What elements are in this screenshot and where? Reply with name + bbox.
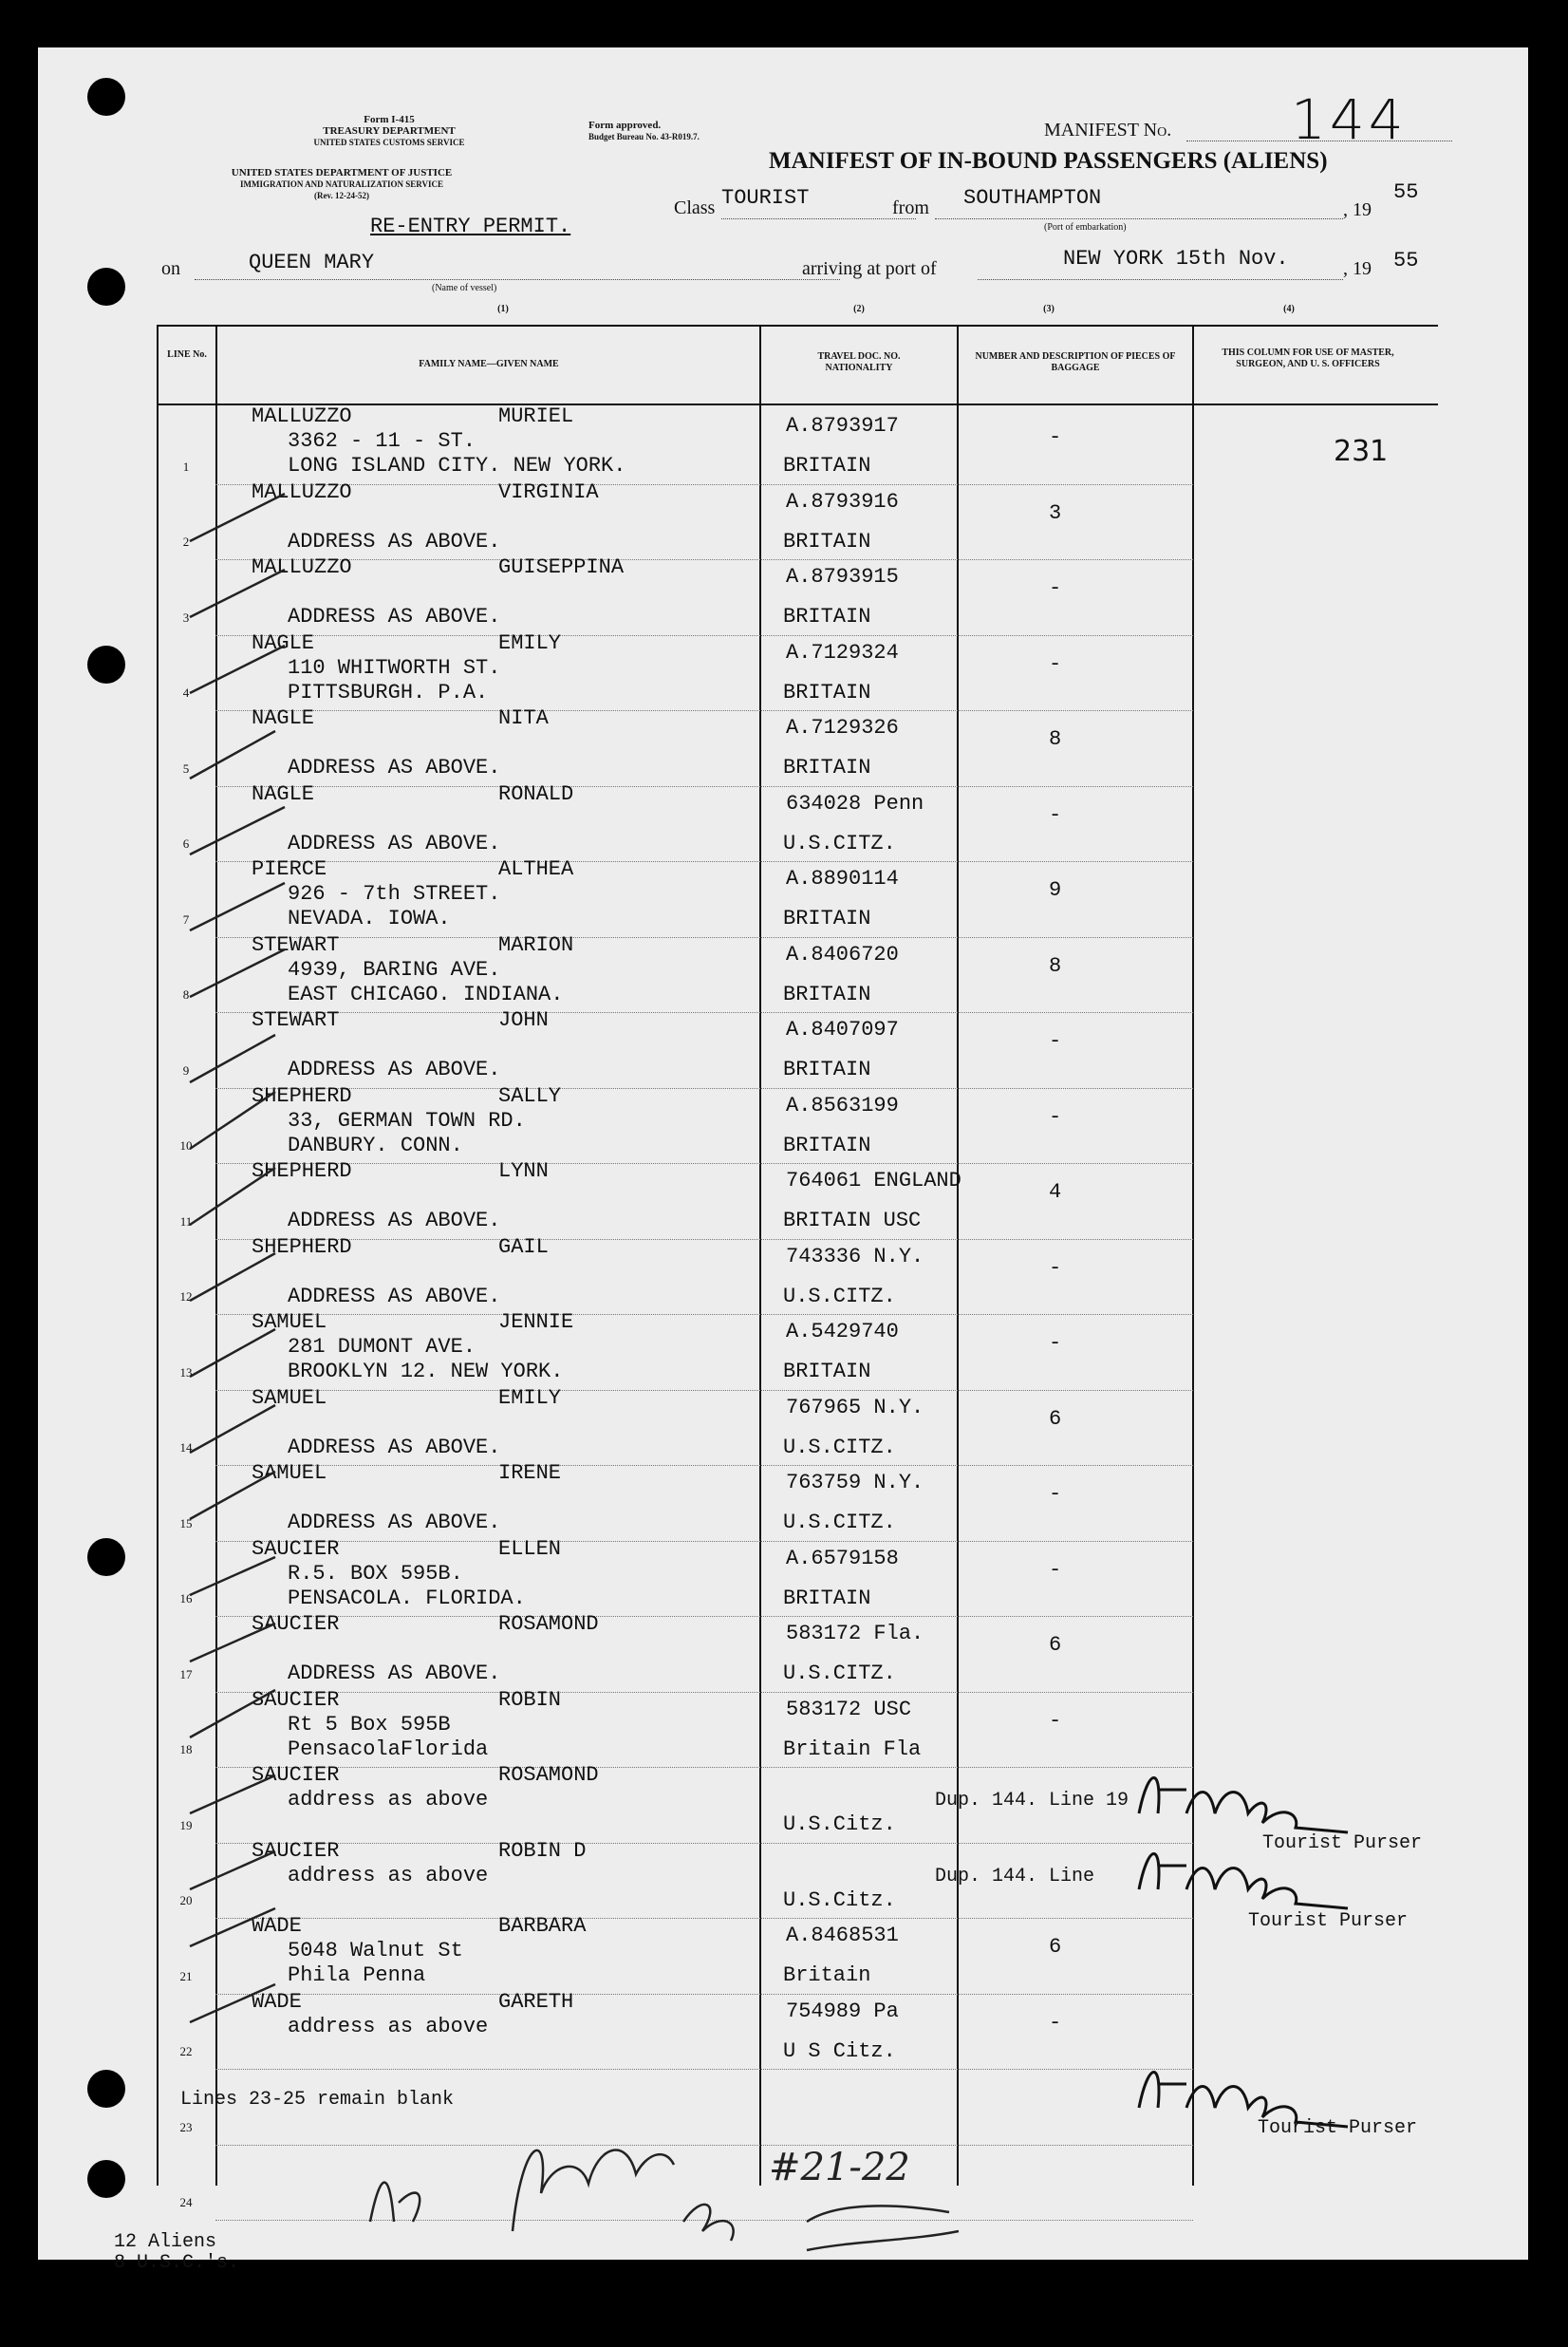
- header-travel-doc: TRAVEL DOC. NO. NATIONALITY: [817, 351, 901, 373]
- inspector-signatures: [361, 2079, 1082, 2279]
- given-name: JOHN: [498, 1008, 549, 1032]
- address-line-1: 110 WHITWORTH ST.: [288, 655, 501, 680]
- line-number: 19: [179, 1817, 193, 1832]
- line-number: 7: [182, 911, 190, 927]
- budget-bureau: Budget Bureau No. 43-R019.7.: [588, 132, 700, 141]
- header-baggage: NUMBER AND DESCRIPTION OF PIECES OF BAGGAGE: [975, 351, 1176, 373]
- given-name: NITA: [498, 706, 549, 730]
- baggage: 6: [1049, 1406, 1062, 1431]
- family-name: MALLUZZO: [252, 555, 352, 579]
- line-number: 3: [182, 610, 190, 625]
- travel-doc-number: 743336 N.Y.: [786, 1244, 924, 1268]
- baggage: -: [1049, 1255, 1062, 1280]
- travel-doc-number: 764061 ENGLAND: [786, 1169, 961, 1192]
- header-officers: THIS COLUMN FOR USE OF MASTER, SURGEON, AND U. S. OFFICERS: [1222, 347, 1394, 369]
- address-line-2: ADDRESS AS ABOVE.: [288, 1662, 501, 1685]
- line-number: 22: [179, 2044, 193, 2058]
- travel-doc-number: A.8563199: [786, 1093, 899, 1117]
- baggage: -: [1049, 576, 1062, 600]
- line-number: 4: [182, 685, 190, 700]
- travel-doc-number: 754989 Pa: [786, 1999, 899, 2023]
- dup-note-20: Dup. 144. Line: [935, 1866, 1095, 1887]
- blank-lines-note: Lines 23-25 remain blank: [180, 2089, 455, 2111]
- arrival-port: NEW YORK 15th Nov.: [1063, 247, 1289, 271]
- nationality: U S Citz.: [783, 2038, 896, 2063]
- baggage: -: [1049, 1557, 1062, 1582]
- line-number: 13: [179, 1364, 193, 1380]
- customs-service: UNITED STATES CUSTOMS SERVICE: [313, 138, 465, 147]
- given-name: ROSAMOND: [498, 1763, 599, 1787]
- address-line-1: 3362 - 11 - ST.: [288, 429, 476, 453]
- family-name: SAUCIER: [252, 1536, 340, 1561]
- family-name: NAGLE: [252, 781, 315, 806]
- address-line-2: BROOKLYN 12. NEW YORK.: [288, 1360, 564, 1383]
- travel-doc-number: A.8793917: [786, 414, 899, 438]
- given-name: GAIL: [498, 1234, 549, 1259]
- purser-label-2: Tourist Purser: [1248, 1910, 1409, 1932]
- baggage: 8: [1049, 727, 1062, 751]
- travel-doc-number: A.8793916: [786, 489, 899, 514]
- baggage: -: [1049, 1708, 1062, 1733]
- line-number: 6: [182, 836, 190, 851]
- given-name: ELLEN: [498, 1536, 562, 1561]
- family-name: STEWART: [252, 932, 340, 957]
- on-label: on: [161, 258, 180, 279]
- col-num-4: (4): [1283, 304, 1295, 314]
- col-num-2: (2): [853, 304, 865, 314]
- given-name: JENNIE: [498, 1310, 574, 1334]
- nationality: BRITAIN: [783, 680, 871, 704]
- given-name: ALTHEA: [498, 857, 574, 881]
- nationality: BRITAIN: [783, 907, 871, 930]
- line-number: 5: [182, 760, 190, 776]
- arriving-label: arriving at port of: [802, 258, 937, 279]
- totals-aliens: 12 Aliens: [114, 2231, 217, 2253]
- nationality: U.S.CITZ.: [783, 1511, 896, 1534]
- given-name: MARION: [498, 932, 574, 957]
- family-name: SAUCIER: [252, 1612, 340, 1636]
- family-name: NAGLE: [252, 706, 315, 730]
- given-name: RONALD: [498, 781, 574, 806]
- stamp-note: #21-22: [769, 2146, 910, 2189]
- treasury-dept: TREASURY DEPARTMENT: [323, 125, 456, 137]
- year-value: 55: [1393, 180, 1419, 204]
- family-name: SAUCIER: [252, 1838, 340, 1863]
- baggage: 3: [1049, 500, 1062, 525]
- travel-doc-number: A.8468531: [786, 1924, 899, 1947]
- baggage: -: [1049, 802, 1062, 827]
- given-name: ROBIN: [498, 1687, 562, 1712]
- baggage: -: [1049, 2010, 1062, 2035]
- revision: (Rev. 12-24-52): [314, 191, 369, 200]
- address-line-2: PENSACOLA. FLORIDA.: [288, 1586, 526, 1610]
- address-line-1: 281 DUMONT AVE.: [288, 1335, 476, 1359]
- baggage: 8: [1049, 953, 1062, 978]
- travel-doc-number: 583172 Fla.: [786, 1622, 924, 1645]
- class-value: TOURIST: [721, 186, 810, 210]
- address-line-2: LONG ISLAND CITY. NEW YORK.: [288, 454, 626, 478]
- nationality: BRITAIN: [783, 529, 871, 554]
- nationality: U.S.CITZ.: [783, 1435, 896, 1459]
- given-name: EMILY: [498, 1385, 562, 1410]
- baggage: -: [1049, 1029, 1062, 1053]
- address-line-1: address as above: [288, 1788, 489, 1812]
- travel-doc-number: 583172 USC: [786, 1697, 912, 1721]
- from-value: SOUTHAMPTON: [963, 186, 1102, 210]
- family-name: SHEPHERD: [252, 1083, 352, 1108]
- address-line-1: address as above: [288, 2014, 489, 2038]
- address-line-2: PensacolaFlorida: [288, 1737, 489, 1761]
- nationality: BRITAIN: [783, 756, 871, 779]
- family-name: SAUCIER: [252, 1763, 340, 1787]
- line-number: 15: [179, 1515, 193, 1530]
- line-number: 16: [179, 1591, 193, 1605]
- address-line-2: Phila Penna: [288, 1963, 426, 1987]
- nationality: U.S.Citz.: [783, 1887, 896, 1912]
- address-line-2: ADDRESS AS ABOVE.: [288, 1284, 501, 1308]
- form-approved: Form approved.: [588, 120, 662, 131]
- address-line-1: 926 - 7th STREET.: [288, 882, 501, 906]
- nationality: BRITAIN: [783, 1586, 871, 1610]
- col-num-3: (3): [1043, 304, 1055, 314]
- nationality: U.S.CITZ.: [783, 831, 896, 855]
- given-name: EMILY: [498, 630, 562, 655]
- year-value-2: 55: [1393, 249, 1419, 272]
- nationality: U.S.CITZ.: [783, 1662, 896, 1685]
- manifest-title: MANIFEST OF IN-BOUND PASSENGERS (ALIENS): [769, 148, 1328, 174]
- port-embarkation-caption: (Port of embarkation): [1044, 222, 1127, 233]
- officer-note: 231: [1334, 435, 1389, 468]
- from-label: from: [892, 197, 929, 218]
- given-name: GUISEPPINA: [498, 555, 625, 579]
- given-name: GARETH: [498, 1989, 574, 2014]
- address-line-1: 33, GERMAN TOWN RD.: [288, 1108, 526, 1133]
- nationality: U.S.Citz.: [783, 1812, 896, 1836]
- address-line-1: 5048 Walnut St: [288, 1939, 463, 1962]
- line-number: 12: [179, 1289, 193, 1304]
- family-name: SHEPHERD: [252, 1234, 352, 1259]
- baggage: -: [1049, 1482, 1062, 1506]
- given-name: LYNN: [498, 1159, 549, 1183]
- baggage: -: [1049, 1331, 1062, 1355]
- punch-hole: [87, 268, 125, 306]
- travel-doc-number: A.7129326: [786, 716, 899, 740]
- line-number: 8: [182, 987, 190, 1002]
- address-line-2: DANBURY. CONN.: [288, 1133, 463, 1157]
- totals-usc: 8 U.S.C.'s.: [114, 2252, 240, 2274]
- nationality: BRITAIN USC: [783, 1209, 922, 1232]
- nationality: Britain: [783, 1963, 871, 1987]
- address-line-1: address as above: [288, 1863, 489, 1887]
- family-name: SAMUEL: [252, 1461, 327, 1485]
- address-line-2: ADDRESS AS ABOVE.: [288, 831, 501, 855]
- header-name: FAMILY NAME—GIVEN NAME: [419, 359, 559, 369]
- address-line-1: Rt 5 Box 595B: [288, 1712, 451, 1737]
- row-checkmarks: [180, 465, 332, 2098]
- given-name: VIRGINIA: [498, 479, 599, 504]
- purser-label-1: Tourist Purser: [1262, 1832, 1423, 1854]
- punch-hole: [87, 78, 125, 116]
- family-name: SAUCIER: [252, 1687, 340, 1712]
- travel-doc-number: 634028 Penn: [786, 791, 924, 816]
- purser-label-3: Tourist Purser: [1258, 2117, 1418, 2139]
- line-number: 17: [179, 1666, 193, 1681]
- reentry-permit: RE-ENTRY PERMIT.: [370, 215, 571, 238]
- header-line-no: LINE No.: [167, 349, 207, 360]
- vessel-caption: (Name of vessel): [432, 283, 497, 293]
- nationality: BRITAIN: [783, 605, 871, 629]
- line-number: 18: [179, 1742, 193, 1756]
- address-line-2: ADDRESS AS ABOVE.: [288, 529, 501, 554]
- line-number: 20: [179, 1893, 193, 1907]
- given-name: MURIEL: [498, 404, 574, 428]
- address-line-2: EAST CHICAGO. INDIANA.: [288, 982, 564, 1006]
- line-number: 23: [179, 2119, 193, 2134]
- baggage: -: [1049, 425, 1062, 449]
- doj-heading: UNITED STATES DEPARTMENT OF JUSTICE: [231, 167, 453, 178]
- nationality: Britain Fla: [783, 1737, 922, 1761]
- baggage: -: [1049, 651, 1062, 676]
- line-number: 14: [179, 1440, 193, 1455]
- nationality: BRITAIN: [783, 1133, 871, 1157]
- nationality: BRITAIN: [783, 1058, 871, 1081]
- baggage: 9: [1049, 878, 1062, 902]
- address-line-2: ADDRESS AS ABOVE.: [288, 1058, 501, 1081]
- form-number: Form I-415: [364, 114, 415, 125]
- travel-doc-number: A.6579158: [786, 1546, 899, 1570]
- nationality: BRITAIN: [783, 982, 871, 1006]
- address-line-2: ADDRESS AS ABOVE.: [288, 1511, 501, 1534]
- line-number: 1: [182, 459, 190, 474]
- family-name: MALLUZZO: [252, 404, 352, 428]
- purser-signature: [1120, 1747, 1405, 2146]
- family-name: NAGLE: [252, 630, 315, 655]
- baggage: 6: [1049, 1633, 1062, 1657]
- family-name: MALLUZZO: [252, 479, 352, 504]
- line-number: 24: [179, 2195, 193, 2209]
- travel-doc-number: A.8407097: [786, 1018, 899, 1042]
- line-number: 10: [179, 1138, 193, 1153]
- address-line-2: PITTSBURGH. P.A.: [288, 680, 489, 704]
- family-name: SAMUEL: [252, 1310, 327, 1334]
- ins-heading: IMMIGRATION AND NATURALIZATION SERVICE: [240, 179, 443, 189]
- line-number: 11: [179, 1213, 193, 1229]
- family-name: PIERCE: [252, 857, 327, 881]
- family-name: WADE: [252, 1989, 302, 2014]
- travel-doc-number: 767965 N.Y.: [786, 1395, 924, 1419]
- travel-doc-number: A.8793915: [786, 565, 899, 589]
- nationality: BRITAIN: [783, 1360, 871, 1383]
- address-line-2: ADDRESS AS ABOVE.: [288, 1435, 501, 1459]
- line-number: 2: [182, 535, 190, 549]
- vessel-name: QUEEN MARY: [249, 251, 375, 274]
- baggage: -: [1049, 1104, 1062, 1129]
- address-line-2: ADDRESS AS ABOVE.: [288, 605, 501, 629]
- given-name: BARBARA: [498, 1914, 587, 1938]
- class-label: Class: [674, 197, 716, 218]
- family-name: SHEPHERD: [252, 1159, 352, 1183]
- travel-doc-number: A.8890114: [786, 867, 899, 891]
- manifest-label: MANIFEST No.: [1044, 120, 1172, 141]
- travel-doc-number: A.7129324: [786, 640, 899, 665]
- dup-note-19: Dup. 144. Line 19: [935, 1790, 1129, 1812]
- family-name: SAMUEL: [252, 1385, 327, 1410]
- nationality: BRITAIN: [783, 454, 871, 478]
- manifest-page: [38, 47, 1528, 2274]
- baggage: 6: [1049, 1935, 1062, 1959]
- address-line-1: 4939, BARING AVE.: [288, 957, 501, 982]
- address-line-2: ADDRESS AS ABOVE.: [288, 1209, 501, 1232]
- baggage: 4: [1049, 1180, 1062, 1204]
- manifest-number: 144: [1291, 87, 1408, 152]
- family-name: STEWART: [252, 1008, 340, 1032]
- year-prefix: , 19: [1343, 199, 1372, 220]
- col-num-1: (1): [497, 304, 509, 314]
- travel-doc-number: A.5429740: [786, 1320, 899, 1343]
- nationality: U.S.CITZ.: [783, 1284, 896, 1308]
- given-name: ROSAMOND: [498, 1612, 599, 1636]
- line-number: 9: [182, 1062, 190, 1078]
- given-name: ROBIN D: [498, 1838, 587, 1863]
- given-name: IRENE: [498, 1461, 562, 1485]
- line-number: 21: [179, 1968, 193, 1983]
- travel-doc-number: A.8406720: [786, 942, 899, 967]
- year-prefix-2: , 19: [1343, 258, 1372, 279]
- address-line-1: R.5. BOX 595B.: [288, 1561, 463, 1586]
- address-line-2: NEVADA. IOWA.: [288, 907, 451, 930]
- travel-doc-number: 763759 N.Y.: [786, 1471, 924, 1494]
- family-name: WADE: [252, 1914, 302, 1938]
- given-name: SALLY: [498, 1083, 562, 1108]
- address-line-2: ADDRESS AS ABOVE.: [288, 756, 501, 779]
